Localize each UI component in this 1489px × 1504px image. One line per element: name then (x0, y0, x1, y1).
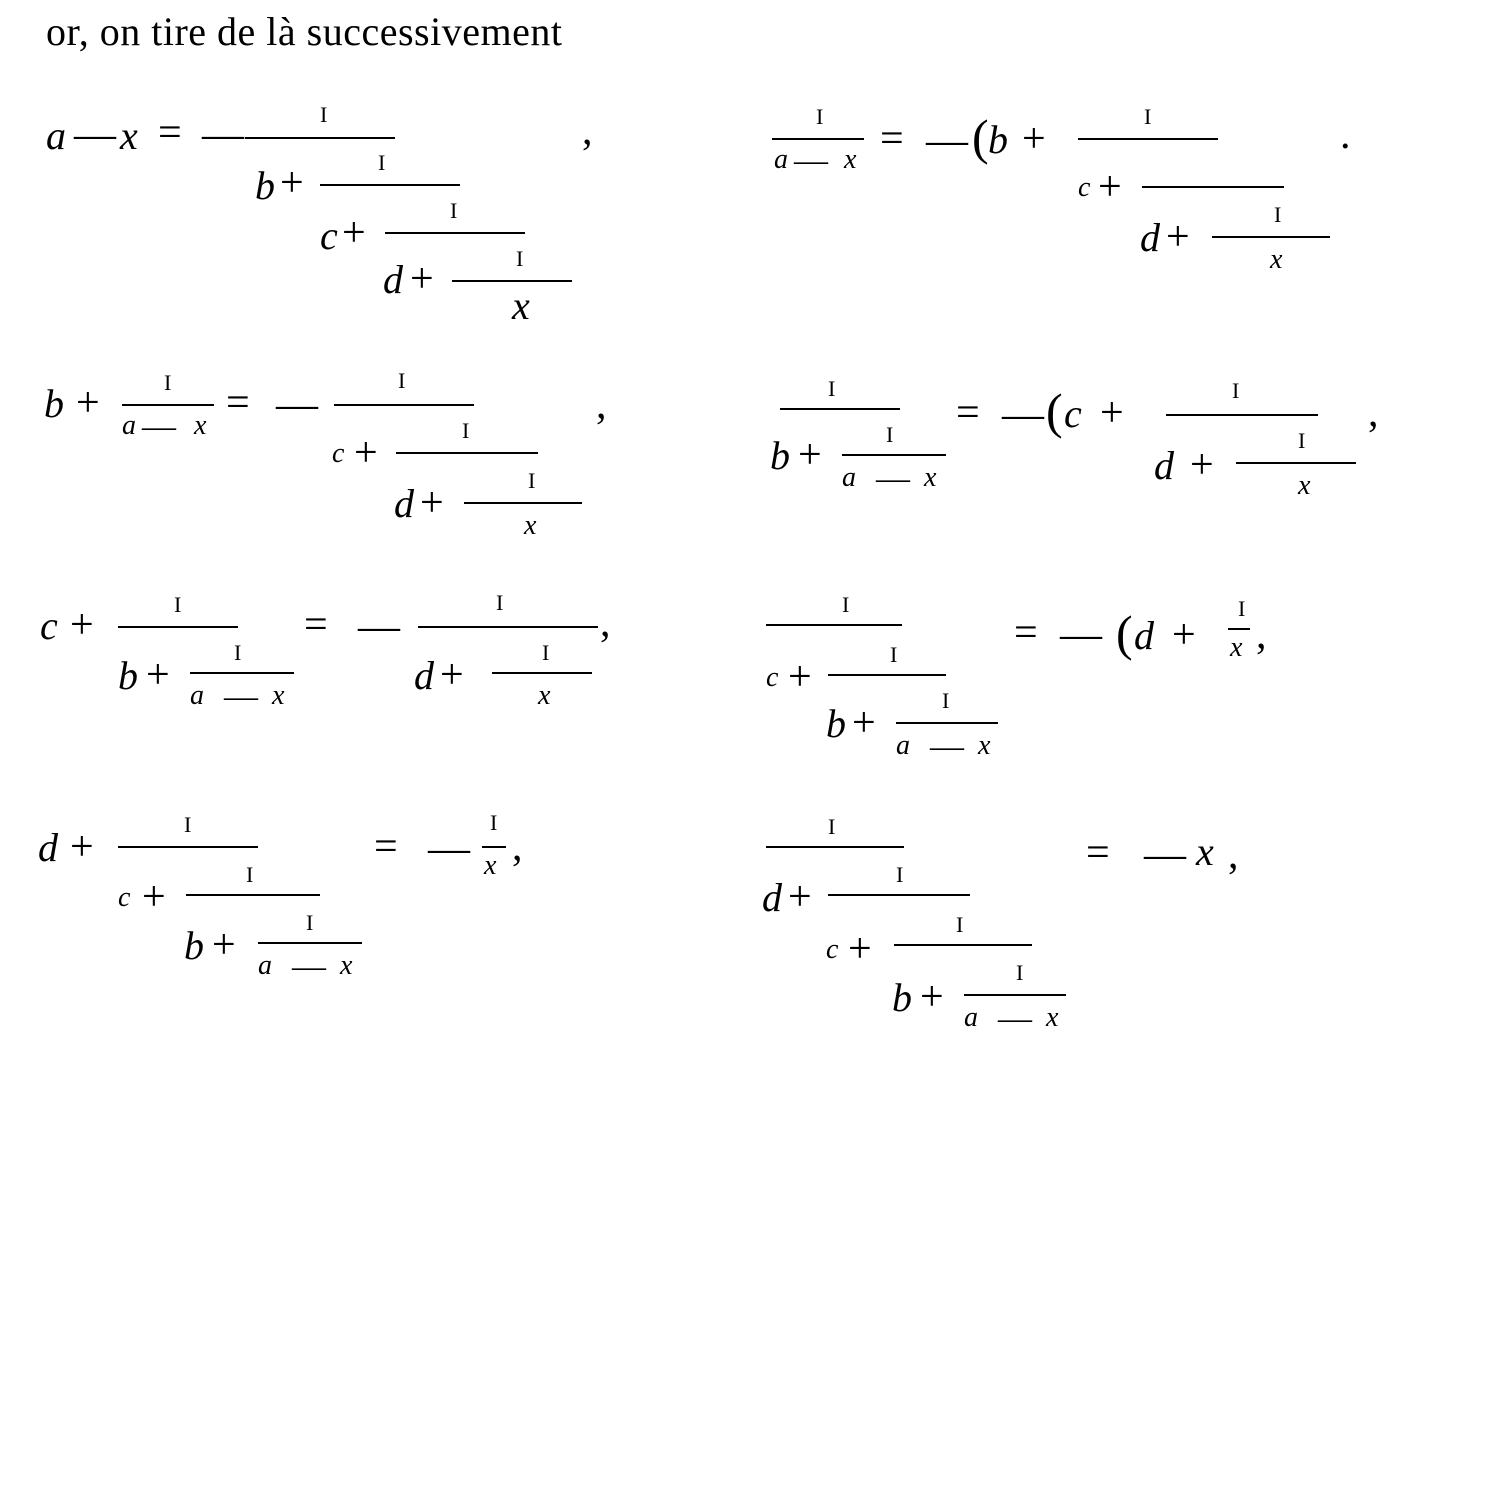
symbol-plus: + (1098, 164, 1122, 210)
numerator-one: I (1016, 960, 1024, 985)
symbol-minus: — (794, 142, 828, 179)
symbol-a: a (190, 680, 204, 711)
symbol-negative: — (358, 604, 400, 650)
numerator-one: I (490, 810, 498, 835)
fraction-bar (186, 894, 320, 896)
symbol-a: a (258, 950, 272, 981)
symbol-x: x (1196, 829, 1214, 874)
fraction-bar (464, 502, 582, 504)
symbol-a: a (964, 1002, 978, 1033)
symbol-comma: , (596, 382, 607, 428)
symbol-comma: , (512, 824, 523, 870)
fraction-bar (842, 454, 946, 456)
symbol-period: . (1340, 112, 1351, 158)
numerator-one: I (378, 150, 386, 175)
symbol-plus: + (852, 700, 876, 746)
symbol-d: d (1134, 613, 1154, 658)
symbol-plus: + (848, 926, 872, 972)
symbol-c: c (118, 882, 131, 913)
symbol-b: b (770, 433, 790, 478)
fraction-bar (492, 672, 592, 674)
numerator-one: I (816, 104, 824, 129)
symbol-comma: , (1256, 612, 1267, 658)
symbol-c: c (826, 934, 839, 965)
fraction-bar (122, 404, 214, 406)
fraction-bar (766, 846, 904, 848)
fraction-bar (320, 184, 460, 186)
symbol-comma: , (582, 108, 593, 154)
symbol-plus: + (1190, 442, 1214, 488)
symbol-x: x (120, 113, 138, 158)
fraction-bar (780, 408, 900, 410)
fraction-bar (385, 232, 525, 234)
symbol-a: a (46, 113, 66, 158)
symbol-c: c (332, 438, 345, 469)
symbol-equals: = (956, 390, 980, 436)
numerator-one: I (956, 912, 964, 937)
numerator-one: I (516, 246, 524, 271)
symbol-plus: + (1166, 214, 1190, 260)
symbol-b: b (826, 701, 846, 746)
symbol-plus: + (788, 654, 812, 700)
numerator-one: I (542, 640, 550, 665)
symbol-plus: + (920, 974, 944, 1020)
symbol-x: x (512, 283, 530, 328)
equation-1-left (30, 100, 690, 380)
symbol-b: b (184, 923, 204, 968)
fraction-bar (828, 674, 946, 676)
numerator-one: I (184, 812, 192, 837)
symbol-negative: — (1060, 612, 1102, 658)
fraction-bar (334, 404, 474, 406)
symbol-open-paren: ( (1116, 605, 1133, 661)
symbol-b: b (255, 163, 275, 208)
numerator-one: I (306, 910, 314, 935)
symbol-x: x (1230, 632, 1243, 663)
fraction-bar (245, 137, 395, 139)
numerator-one: I (450, 198, 458, 223)
symbol-equals: = (880, 116, 904, 162)
numerator-one: I (828, 376, 836, 401)
symbol-equals: = (374, 824, 398, 870)
numerator-one: I (246, 862, 254, 887)
numerator-one: I (1232, 378, 1240, 403)
fraction-bar (964, 994, 1066, 996)
symbol-x: x (484, 850, 497, 881)
symbol-x: x (978, 730, 991, 761)
symbol-minus: — (292, 948, 326, 985)
symbol-plus: + (788, 874, 812, 920)
symbol-plus: + (354, 430, 378, 476)
symbol-x: x (524, 510, 537, 541)
symbol-equals: = (304, 602, 328, 648)
numerator-one: I (164, 370, 172, 395)
symbol-b: b (988, 117, 1008, 162)
symbol-equals: = (158, 110, 182, 156)
symbol-equals: = (1086, 830, 1110, 876)
symbol-negative: — (202, 112, 244, 158)
numerator-one: I (890, 642, 898, 667)
symbol-c: c (40, 603, 58, 648)
fraction-bar (828, 894, 970, 896)
symbol-d: d (394, 481, 414, 526)
numerator-one: I (886, 422, 894, 447)
numerator-one: I (398, 368, 406, 393)
equation-4-right (750, 808, 1450, 1088)
symbol-x: x (1298, 470, 1311, 501)
fraction-bar (766, 624, 902, 626)
symbol-plus: + (1100, 390, 1124, 436)
numerator-one: I (496, 590, 504, 615)
symbol-negative: — (276, 382, 318, 428)
symbol-minus: — (876, 460, 910, 497)
fraction-bar (1228, 628, 1250, 630)
symbol-d: d (383, 257, 403, 302)
symbol-plus: + (70, 824, 94, 870)
numerator-one: I (896, 862, 904, 887)
symbol-minus: — (930, 728, 964, 765)
symbol-plus: + (142, 874, 166, 920)
fraction-bar (418, 626, 598, 628)
fraction-bar (118, 846, 258, 848)
symbol-comma: , (600, 600, 611, 646)
symbol-minus: — (224, 678, 258, 715)
symbol-minus: — (74, 112, 116, 158)
symbol-x: x (194, 410, 207, 441)
symbol-open-paren: ( (972, 109, 989, 165)
numerator-one: I (942, 688, 950, 713)
symbol-d: d (1140, 215, 1160, 260)
symbol-equals: = (1014, 610, 1038, 656)
fraction-bar (482, 846, 506, 848)
fraction-bar (1078, 138, 1218, 140)
symbol-c: c (320, 213, 338, 258)
symbol-a: a (896, 730, 910, 761)
symbol-x: x (924, 462, 937, 493)
numerator-one: I (174, 592, 182, 617)
symbol-b: b (118, 653, 138, 698)
fraction-bar (452, 280, 572, 282)
symbol-x: x (844, 144, 857, 175)
symbol-plus: + (70, 602, 94, 648)
fraction-bar (396, 452, 538, 454)
symbol-plus: + (410, 256, 434, 302)
symbol-x: x (1046, 1002, 1059, 1033)
symbol-c: c (1078, 172, 1091, 203)
symbol-x: x (538, 680, 551, 711)
symbol-a: a (122, 410, 136, 441)
intro-line: or, on tire de là successivement (46, 9, 563, 54)
numerator-one: I (234, 640, 242, 665)
fraction-bar (1142, 186, 1284, 188)
symbol-negative: — (1144, 832, 1186, 878)
equation-4-left (30, 808, 690, 1088)
symbol-c: c (1064, 391, 1082, 436)
symbol-x: x (1270, 244, 1283, 275)
fraction-bar (118, 626, 238, 628)
numerator-one: I (462, 418, 470, 443)
fraction-bar (1236, 462, 1356, 464)
symbol-b: b (892, 975, 912, 1020)
symbol-plus: + (76, 380, 100, 426)
fraction-bar (1212, 236, 1330, 238)
fraction-bar (896, 722, 998, 724)
symbol-plus: + (440, 652, 464, 698)
numerator-one: I (320, 102, 328, 127)
symbol-plus: + (146, 652, 170, 698)
numerator-one: I (528, 468, 536, 493)
fraction-bar (894, 944, 1032, 946)
symbol-d: d (1154, 443, 1174, 488)
numerator-one: I (842, 592, 850, 617)
symbol-negative: — (926, 118, 968, 164)
fraction-bar (258, 942, 362, 944)
symbol-minus: — (998, 1000, 1032, 1037)
symbol-comma: , (1368, 390, 1379, 436)
symbol-open-paren: ( (1046, 383, 1063, 439)
symbol-negative: — (1002, 392, 1044, 438)
symbol-x: x (340, 950, 353, 981)
symbol-d: d (762, 875, 782, 920)
symbol-d: d (414, 653, 434, 698)
symbol-x: x (272, 680, 285, 711)
symbol-plus: + (1172, 612, 1196, 658)
symbol-plus: + (1022, 116, 1046, 162)
symbol-plus: + (420, 480, 444, 526)
symbol-plus: + (342, 210, 366, 256)
numerator-one: I (1238, 596, 1246, 621)
numerator-one: I (1144, 104, 1152, 129)
symbol-plus: + (798, 432, 822, 478)
symbol-equals: = (226, 380, 250, 426)
symbol-d: d (38, 825, 58, 870)
numerator-one: I (828, 814, 836, 839)
fraction-bar (1166, 414, 1318, 416)
numerator-one: I (1274, 202, 1282, 227)
symbol-plus: + (280, 160, 304, 206)
fraction-bar (190, 672, 294, 674)
symbol-b: b (44, 381, 64, 426)
symbol-comma: , (1228, 832, 1239, 878)
symbol-c: c (766, 662, 779, 693)
fraction-bar (772, 138, 864, 140)
symbol-plus: + (212, 922, 236, 968)
symbol-a: a (774, 144, 788, 175)
equation-1-right (750, 100, 1450, 380)
symbol-negative: — (428, 826, 470, 872)
symbol-a: a (842, 462, 856, 493)
symbol-minus: — (142, 408, 176, 445)
numerator-one: I (1298, 428, 1306, 453)
